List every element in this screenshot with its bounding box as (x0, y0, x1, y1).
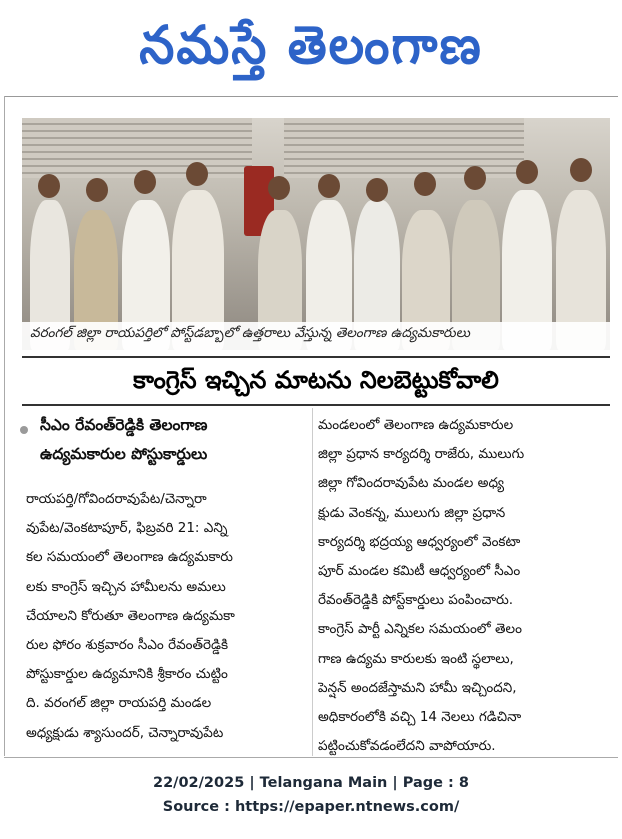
person-head (186, 162, 208, 186)
body-line: ది. వరంగల్ జిల్లా రాయపర్తి మండల (26, 695, 212, 712)
column-divider (312, 408, 313, 756)
bottom-divider (4, 757, 618, 758)
headline-rule-top (22, 356, 610, 358)
body-line: మండలంలో తెలంగాణ ఉద్యమకారుల (318, 417, 514, 433)
person-head (366, 178, 388, 202)
body-line: వుపేట/వెంకటాపూర్, ఫిబ్రవరి 21: ఎన్ని (26, 520, 228, 537)
body-line: కార్యదర్శి భద్రయ్య ఆధ్వర్యంలో వెంకటా (318, 533, 521, 550)
body-line: పోస్టుకార్డుల ఉద్యమానికి శ్రీకారం చుట్టిం (26, 666, 228, 683)
person-head (516, 160, 538, 184)
person-head (134, 170, 156, 194)
body-line: చేయాలని కోరుతూ తెలంగాణ ఉద్యమకా (26, 607, 235, 624)
article-headline: కాంగ్రెస్ ఇచ్చిన మాటను నిలబెట్టుకోవాలి (133, 366, 499, 394)
body-line: పట్టించుకోవడంలేదని వాపోయారు. (318, 738, 496, 755)
body-line: కాంగ్రెస్ పార్టీ ఎన్నికల సమయంలో తెలం (318, 621, 522, 638)
shop-shutter (22, 118, 252, 178)
body-line: రేవంత్‌రెడ్డికి పోస్ట్‌కార్డులు పంపించారు. (318, 592, 514, 609)
person-head (38, 174, 60, 198)
body-line: అధ్యక్షుడు శ్యాసుందర్, చెన్నారావుపేట (26, 724, 224, 741)
body-line: లకు కాంగ్రెస్ ఇచ్చిన హామీలను అమలు (26, 578, 226, 595)
edition-info: 22/02/2025 | Telangana Main | Page : 8 (152, 775, 469, 791)
body-line: గాణ ఉద్యమ కారులకు ఇంటి స్థలాలు, (318, 650, 514, 667)
person-head (570, 158, 592, 182)
body-line: క్షుడు వెంకన్న, ములుగు జిల్లా ప్రధాన (318, 504, 506, 521)
body-line: కల సమయంలో తెలంగాణ ఉద్యమకారు (26, 549, 233, 566)
article-column-left (26, 485, 308, 748)
subheadline-line: సీఎం రేవంత్‌రెడ్డికి తెలంగాణ (40, 416, 208, 434)
top-divider (4, 96, 618, 97)
person-head (414, 172, 436, 196)
person-head (464, 166, 486, 190)
shop-shutter (284, 118, 524, 178)
body-line: పూర్ మండల కమిటీ ఆధ్వర్యంలో సీఎం (318, 562, 521, 579)
headline-rule-bottom (22, 404, 610, 406)
person-head (318, 174, 340, 198)
body-line: రాయపర్తి/గోవిందరావుపేట/చెన్నారా (26, 491, 207, 507)
source-link[interactable]: Source : https://epaper.ntnews.com/ (162, 799, 460, 815)
bullet-icon (20, 426, 28, 434)
subheadline-line: ఉద్యమకారుల పోస్టుకార్డులు (40, 445, 208, 463)
newspaper-title: నమస్తే తెలంగాణ (139, 14, 483, 76)
body-line: రుల ఫోరం శుక్రవారం సీఎం రేవంత్‌రెడ్డికి (26, 636, 229, 653)
article-column-right (318, 411, 610, 761)
masthead (0, 0, 622, 92)
body-line: అధికారంలోకి వచ్చి 14 నెలలు గడిచినా (318, 708, 522, 725)
body-line: జిల్లా ప్రధాన కార్యదర్శి రాజేరు, ములుగు (318, 446, 525, 463)
news-photo (22, 118, 610, 350)
person-head (86, 178, 108, 202)
photo-caption: వరంగల్ జిల్లా రాయపర్తిలో పోస్ట్‌డబ్బాలో ఉత్తరాలు వేస్తున్న తెలంగాణ ఉద్యమకారులు (30, 325, 470, 341)
person-head (268, 176, 290, 200)
body-line: జిల్లా గోవిందరావుపేట మండల అధ్య (318, 475, 505, 492)
body-line: పెన్షన్ అందజేస్తామని హామీ ఇచ్చిందని, (318, 679, 517, 696)
left-border (4, 96, 5, 756)
